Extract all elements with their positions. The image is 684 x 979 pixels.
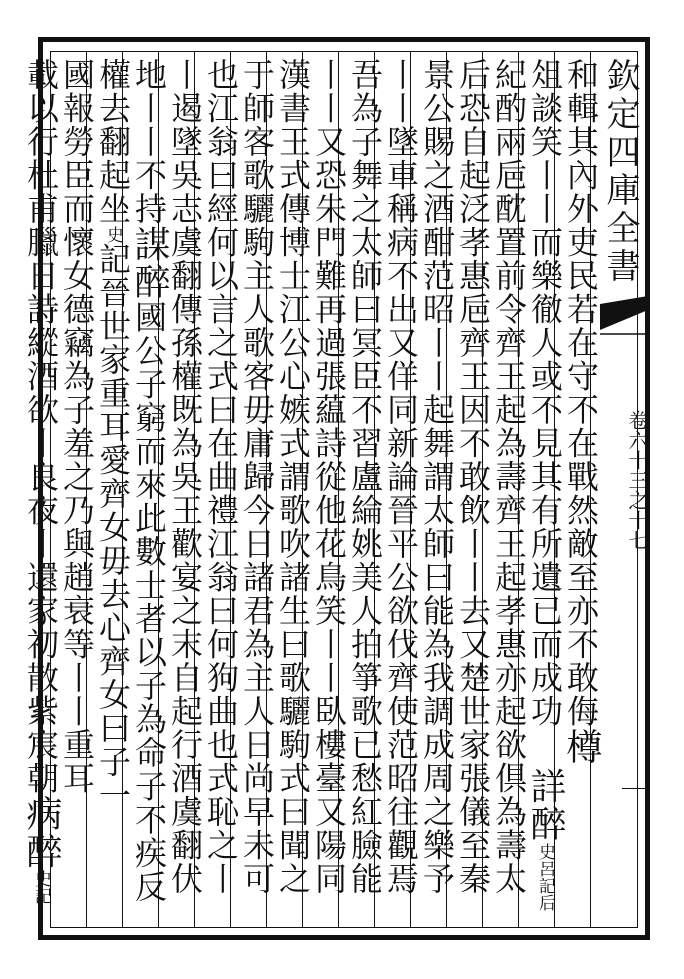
entry-heading: 樽 bbox=[561, 728, 602, 766]
body-text: 吾為子舞之太師曰冥臣不習盧綸姚美人拍箏歌已愁紅臉能 bbox=[346, 58, 384, 896]
text-column bbox=[21, 58, 62, 924]
entry-heading: 謀醉 bbox=[129, 225, 170, 301]
body-text: 國公子窮而來此數士者以子為命子不疾反 bbox=[130, 300, 168, 904]
annotation-note bbox=[23, 870, 59, 904]
annotation-char: 史 bbox=[31, 870, 51, 887]
text-column bbox=[59, 58, 95, 924]
entry-heading: 詳醉 bbox=[525, 767, 566, 843]
text-column bbox=[347, 58, 383, 924]
text-column bbox=[491, 58, 527, 924]
body-text: 載以行杜甫臘日詩縱酒欲丨良夜丨還家初散紫宸朝 bbox=[22, 58, 60, 795]
text-column bbox=[455, 58, 491, 924]
fishtail-mark-icon bbox=[600, 296, 648, 336]
body-text: 后恐自起泛孝惠巵齊王因不敢飲丨丨去又楚世家張儀至秦 bbox=[454, 58, 492, 896]
body-text: 權去翻起坐 bbox=[94, 58, 132, 226]
annotation-char: 史 bbox=[103, 225, 123, 243]
body-text: 國報勞臣而懷女德竊為子羞之乃與趙衰等丨丨重耳 bbox=[58, 58, 96, 795]
body-text: 于師客歌驪駒主人歌客毋庸歸今日諸君為主人日尚早未可 bbox=[238, 58, 276, 896]
text-column bbox=[525, 58, 566, 924]
body-text: 景公賜之酒酣范昭丨丨起舞謂太師曰能為我調成周之樂予 bbox=[418, 58, 456, 896]
chapter-marker: 卷六十三之十七 bbox=[625, 410, 649, 550]
text-column bbox=[383, 58, 419, 924]
body-text: 丨遏墜吳志虞翻傳孫權既為吳王歡宴之末自起行酒虞翻伏 bbox=[166, 58, 204, 896]
text-column bbox=[275, 58, 311, 924]
text-column bbox=[311, 58, 347, 924]
text-column bbox=[561, 58, 602, 924]
body-text: 丨丨墜車稱病不出又佯同新論晉平公欲伐齊使范昭往觀焉 bbox=[382, 58, 420, 896]
text-column bbox=[203, 58, 239, 924]
annotation-note bbox=[95, 226, 131, 243]
text-column bbox=[419, 58, 455, 924]
body-text: 地丨丨不持 bbox=[130, 58, 168, 226]
body-text: 記晉世家重耳愛齊女毋去心齊女曰子一 bbox=[94, 242, 132, 812]
entry-heading: 病醉 bbox=[21, 795, 62, 870]
annotation-note bbox=[527, 877, 563, 911]
body-text: 和輯其內外吏民若在守不在戰然敵至亦不敢侮 bbox=[562, 58, 600, 728]
annotation-char: 記 bbox=[535, 876, 555, 894]
text-column bbox=[129, 58, 170, 924]
margin-rule bbox=[622, 788, 648, 789]
body-text: 俎談笑丨丨而樂徹人或不見其有所遺已而成功 bbox=[526, 58, 564, 768]
body-text: 紀酌兩巵酖置前令齊王起為壽齊王起孝惠亦起欲倶為壽太 bbox=[490, 58, 528, 896]
body-text: 漢書王式傳博士江公心嫉式謂歌吹諸生曰歌驪駒式曰聞之 bbox=[274, 58, 312, 896]
body-text: 丨丨又恐朱門難再過張藴詩從他花鳥笑丨丨臥樓臺又陽同 bbox=[310, 58, 348, 896]
text-column bbox=[95, 58, 131, 924]
annotation-char: 史 bbox=[535, 842, 555, 860]
annotation-char: 后 bbox=[535, 893, 555, 911]
text-column bbox=[167, 58, 203, 924]
text-column bbox=[239, 58, 275, 924]
annotation-char: 記 bbox=[31, 887, 51, 904]
book-title: 欽定四庫全書 bbox=[600, 58, 640, 286]
body-text: 也江翁曰經何以言之式曰在曲禮江翁曰何狗曲也式恥之丨 bbox=[202, 58, 240, 896]
annotation-char: 呂 bbox=[535, 859, 555, 877]
annotation-note bbox=[527, 843, 563, 877]
